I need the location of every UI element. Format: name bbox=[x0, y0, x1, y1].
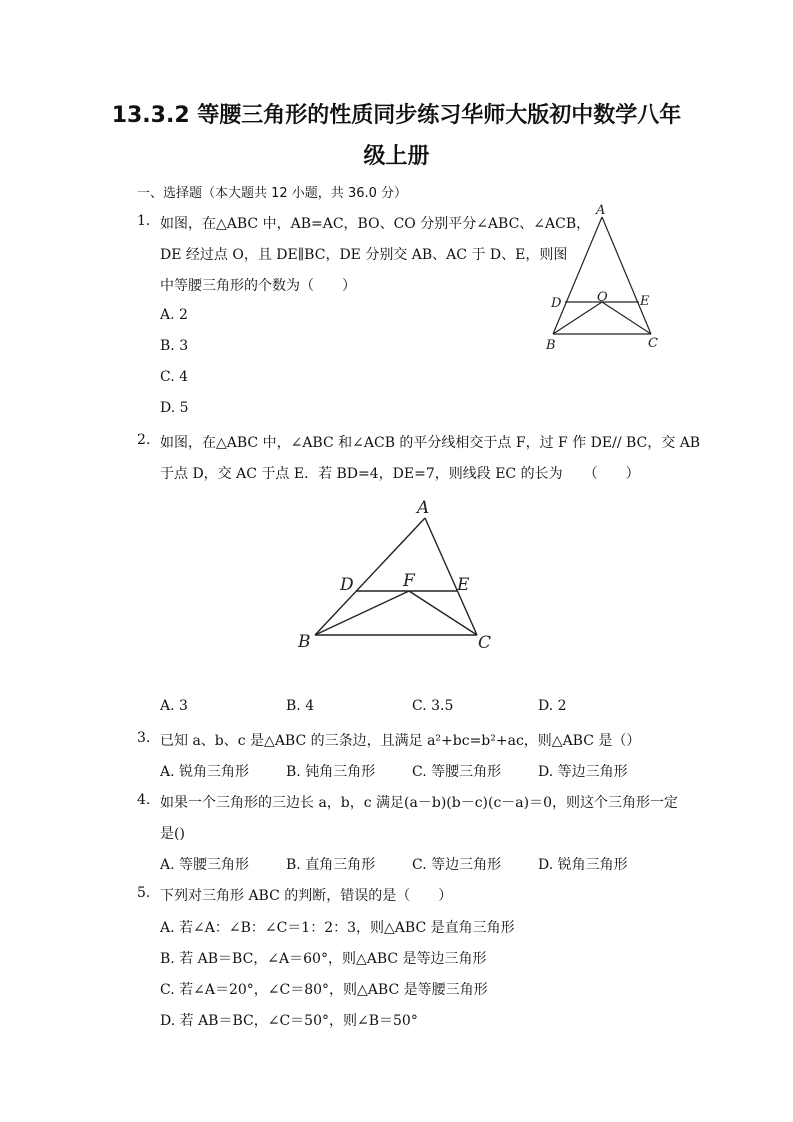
question-number: 1. bbox=[137, 213, 151, 229]
option-b: B. 直角三角形 bbox=[286, 857, 376, 873]
option-a: A. 等腰三角形 bbox=[160, 857, 250, 873]
figure-label-B: B bbox=[298, 632, 311, 652]
option-a: A. 3 bbox=[160, 698, 188, 714]
figure-label-E: E bbox=[457, 575, 470, 595]
question-number: 5. bbox=[137, 885, 151, 901]
triangle-figure-2 bbox=[292, 495, 502, 665]
question-text-line: DE 经过点 O，且 DE∥BC，DE 分别交 AB、AC 于 D、E，则图 bbox=[160, 247, 568, 263]
figure-label-D: D bbox=[551, 296, 562, 311]
question-text-line: 下列对三角形 ABC 的判断，错误的是（ ） bbox=[160, 888, 453, 904]
option-a: A. 若∠A：∠B：∠C＝1：2：3，则△ABC 是直角三角形 bbox=[160, 920, 515, 936]
question-number: 2. bbox=[137, 432, 151, 448]
option-c: C. 等边三角形 bbox=[412, 857, 502, 873]
option-b: B. 若 AB＝BC，∠A＝60°，则△ABC 是等边三角形 bbox=[160, 951, 487, 967]
option-d: D. 5 bbox=[160, 400, 189, 416]
option-b: B. 4 bbox=[286, 698, 315, 714]
question-text-line: 是() bbox=[160, 826, 185, 842]
option-a: A. 2 bbox=[160, 307, 188, 323]
document-title-line2: 级上册 bbox=[363, 144, 430, 169]
option-b: B. 钝角三角形 bbox=[286, 764, 376, 780]
question-number: 4. bbox=[137, 792, 151, 808]
question-number: 3. bbox=[137, 730, 151, 746]
option-b: B. 3 bbox=[160, 338, 189, 354]
option-c: C. 若∠A＝20°，∠C＝80°，则△ABC 是等腰三角形 bbox=[160, 982, 488, 998]
figure-label-D: D bbox=[340, 575, 354, 595]
option-d: D. 2 bbox=[538, 698, 567, 714]
figure-label-E: E bbox=[640, 294, 650, 309]
figure-label-A: A bbox=[417, 498, 430, 518]
option-d: D. 等边三角形 bbox=[538, 764, 628, 780]
question-text-line: 如图，在△ABC 中，AB=AC，BO、CO 分别平分∠ABC、∠ACB， bbox=[160, 216, 591, 232]
figure-label-C: C bbox=[478, 633, 492, 653]
triangle-figure-1 bbox=[540, 203, 680, 353]
question-text-line: 中等腰三角形的个数为（ ） bbox=[160, 278, 356, 294]
section-heading: 一、选择题（本大题共 12 小题，共 36.0 分） bbox=[137, 186, 408, 201]
option-c: C. 等腰三角形 bbox=[412, 764, 502, 780]
figure-label-C: C bbox=[648, 336, 658, 351]
figure-label-B: B bbox=[546, 338, 556, 353]
question-text-line: 如图，在△ABC 中，∠ABC 和∠ACB 的平分线相交于点 F，过 F 作 DE// BC，交 AB bbox=[160, 435, 701, 451]
question-text-line: 已知 a、b、c 是△ABC 的三条边，且满足 a²+bc=b²+ac，则△ABC 是（） bbox=[160, 733, 641, 749]
question-text-line: 如果一个三角形的三边长 a，b，c 满足(a－b)(b－c)(c－a)＝0，则这个三角形一定 bbox=[160, 795, 679, 811]
document-title-line1: 13.3.2 等腰三角形的性质同步练习华师大版初中数学八年 bbox=[111, 103, 682, 128]
question-text-line: 于点 D，交 AC 于点 E．若 BD=4，DE=7，则线段 EC 的长为 （ ） bbox=[160, 466, 640, 482]
option-c: C. 3.5 bbox=[412, 698, 454, 714]
figure-label-O: O bbox=[597, 290, 608, 305]
option-d: D. 锐角三角形 bbox=[538, 857, 628, 873]
figure-label-F: F bbox=[403, 571, 415, 591]
figure-label-A: A bbox=[596, 203, 606, 218]
option-d: D. 若 AB＝BC，∠C＝50°，则∠B＝50° bbox=[160, 1013, 418, 1029]
option-a: A. 锐角三角形 bbox=[160, 764, 250, 780]
option-c: C. 4 bbox=[160, 369, 189, 385]
